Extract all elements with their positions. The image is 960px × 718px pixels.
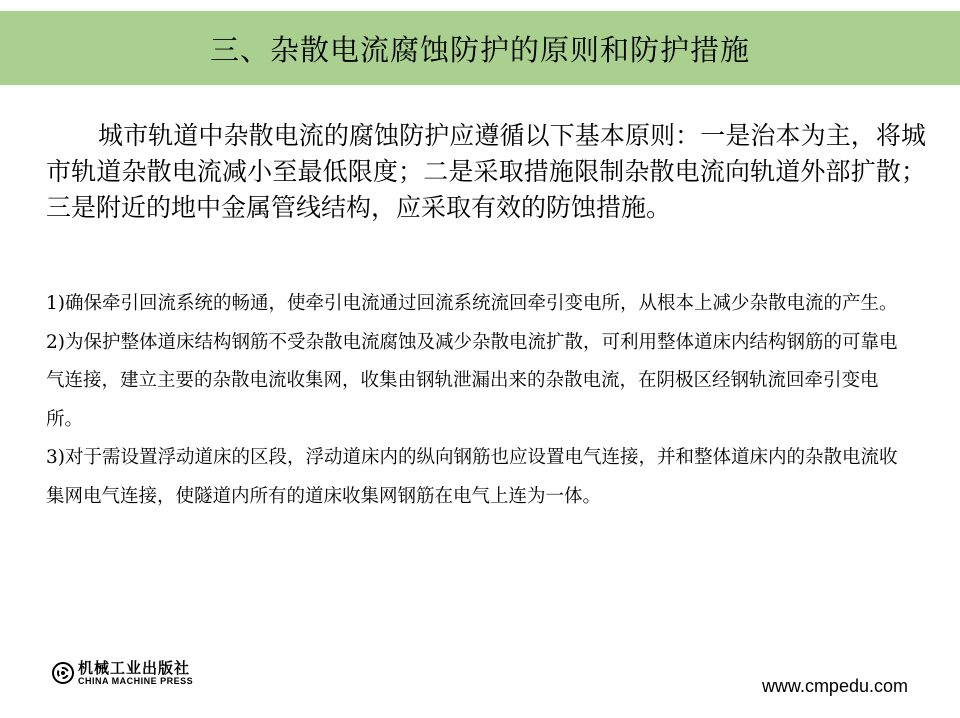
publisher-name-cn: 机械工业出版社 [78,659,191,677]
gear-icon [52,662,74,684]
measure-item-3: 3)对于需设置浮动道床的区段，浮动道床内的纵向钢筋也应设置电气连接，并和整体道床内的杂散电流收集网电气连接，使隧道内所有的道床收集网钢筋在电气上连为一体。 [46,447,898,507]
measures-list [46,285,914,516]
title-bar [0,11,960,85]
logo-text [78,660,193,686]
website-url: www.cmpedu.com [761,676,908,696]
measure-item-2: 2)为保护整体道床结构钢筋不受杂散电流腐蚀及减少杂散电流扩散，可利用整体道床内结构钢筋的可靠电气连接，建立主要的杂散电流收集网，收集由钢轨泄漏出来的杂散电流，在阴极区经钢轨流回牵引变电所。 [46,331,898,430]
publisher-logo [52,660,193,686]
publisher-name-en: CHINA MACHINE PRESS [78,676,194,686]
measure-item-1: 1)确保牵引回流系统的畅通，使牵引电流通过回流系统流回牵引变电所，从根本上减少杂散电流的产生。 [46,293,898,314]
slide-title: 三、杂散电流腐蚀防护的原则和防护措施 [209,32,750,67]
intro-paragraph: 城市轨道中杂散电流的腐蚀防护应遵循以下基本原则：一是治本为主，将城市轨道杂散电流减小至最低限度；二是采取措施限制杂散电流向轨道外部扩散；三是附近的地中金属管线结构，应采取有效的防蚀措施。 [46,121,926,222]
